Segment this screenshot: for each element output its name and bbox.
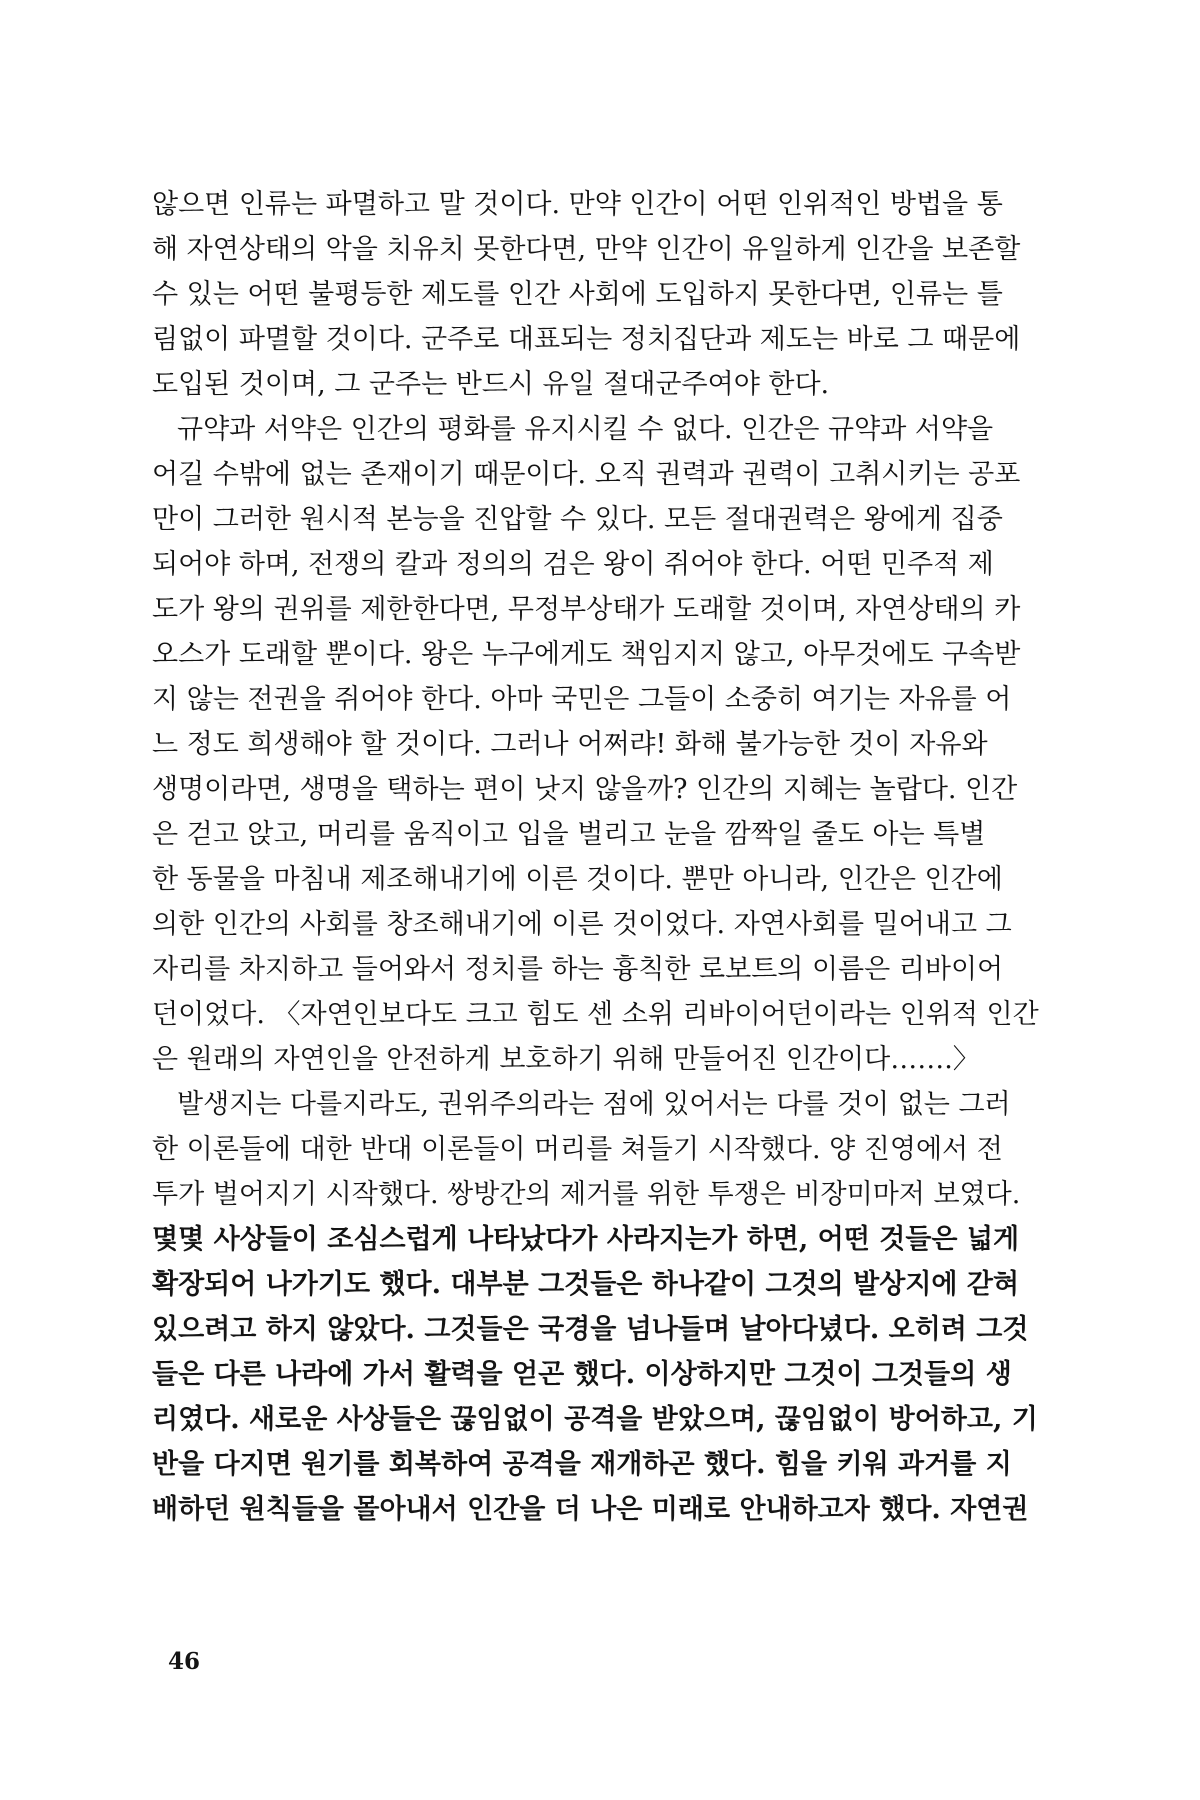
text-line-3: 수 있는 어떤 불평등한 제도를 인간 사회에 도입하지 못한다면, 인류는 틀 [152,279,1003,310]
text-line-27: 들은 다른 나라에 가서 활력을 얻곤 했다. 이상하지만 그것이 그것들의 생 [152,1359,1012,1390]
text-line-1: 않으면 인류는 파멸하고 말 것이다. 만약 인간이 어떤 인위적인 방법을 통 [152,189,1003,220]
text-line-30: 배하던 원칙들을 몰아내서 인간을 더 나은 미래로 안내하고자 했다. 자연권 [152,1494,1029,1525]
text-line-4: 림없이 파멸할 것이다. 군주로 대표되는 정치집단과 제도는 바로 그 때문에 [152,324,1021,355]
text-line-24: 몇몇 사상들이 조심스럽게 나타났다가 사라지는가 하면, 어떤 것들은 넓게 [152,1224,1020,1255]
text-line-14: 생명이라면, 생명을 택하는 편이 낫지 않을까? 인간의 지혜는 놀랍다. 인간 [152,774,1018,805]
text-line-21: 발생지는 다를지라도, 권위주의라는 점에 있어서는 다를 것이 없는 그러 [177,1089,1011,1120]
text-line-28: 리였다. 새로운 사상들은 끊임없이 공격을 받았으며, 끊임없이 방어하고, 기 [152,1404,1038,1435]
text-line-7: 어길 수밖에 없는 존재이기 때문이다. 오직 권력과 권력이 고취시키는 공포 [152,459,1021,490]
text-line-25: 확장되어 나가기도 했다. 대부분 그것들은 하나같이 그것의 발상지에 갇혀 [152,1269,1020,1300]
text-line-9: 되어야 하며, 전쟁의 칼과 정의의 검은 왕이 쥐어야 한다. 어떤 민주적 제 [152,549,994,580]
text-line-18: 자리를 차지하고 들어와서 정치를 하는 흉칙한 로보트의 이름은 리바이어 [152,954,1004,985]
text-line-16: 한 동물을 마침내 제조해내기에 이른 것이다. 뿐만 아니라, 인간은 인간에 [152,864,1003,895]
text-line-22: 한 이론들에 대한 반대 이론들이 머리를 쳐들기 시작했다. 양 진영에서 전 [152,1134,1003,1165]
text-line-12: 지 않는 전권을 쥐어야 한다. 아마 국민은 그들이 소중히 여기는 자유를 어 [152,684,1012,715]
text-line-2: 해 자연상태의 악을 치유치 못한다면, 만약 인간이 유일하게 인간을 보존할 [152,234,1021,265]
text-line-17: 의한 인간의 사회를 창조해내기에 이른 것이었다. 자연사회를 밀어내고 그 [152,909,1012,940]
text-line-13: 느 정도 희생해야 할 것이다. 그러나 어쩌랴! 화해 불가능한 것이 자유와 [152,729,988,760]
text-line-11: 오스가 도래할 뿐이다. 왕은 누구에게도 책임지지 않고, 아무것에도 구속받 [152,639,1021,670]
text-line-15: 은 걷고 앉고, 머리를 움직이고 입을 벌리고 눈을 깜짝일 줄도 아는 특별 [152,819,986,850]
text-line-23: 투가 벌어지기 시작했다. 쌍방간의 제거를 위한 투쟁은 비장미마저 보였다. [152,1179,1021,1210]
page-number: 46 [168,1648,201,1675]
text-line-29: 반을 다지면 원기를 회복하여 공격을 재개하곤 했다. 힘을 키워 과거를 지 [152,1449,1012,1480]
text-line-6: 규약과 서약은 인간의 평화를 유지시킬 수 없다. 인간은 규약과 서약을 [177,414,994,445]
text-line-26: 있으려고 하지 않았다. 그것들은 국경을 넘나들며 날아다녔다. 오히려 그것 [152,1314,1029,1345]
text-line-5: 도입된 것이며, 그 군주는 반드시 유일 절대군주여야 한다. [152,369,830,400]
text-line-8: 만이 그러한 원시적 본능을 진압할 수 있다. 모든 절대권력은 왕에게 집중 [152,504,1003,535]
text-line-19: 던이었다. 〈자연인보다도 크고 힘도 센 소위 리바이어던이라는 인위적 인간 [152,999,1039,1030]
body-text [152,182,1054,1532]
text-line-20: 은 원래의 자연인을 안전하게 보호하기 위해 만들어진 인간이다…….〉 [152,1044,980,1075]
text-line-10: 도가 왕의 권위를 제한한다면, 무정부상태가 도래할 것이며, 자연상태의 카 [152,594,1021,625]
